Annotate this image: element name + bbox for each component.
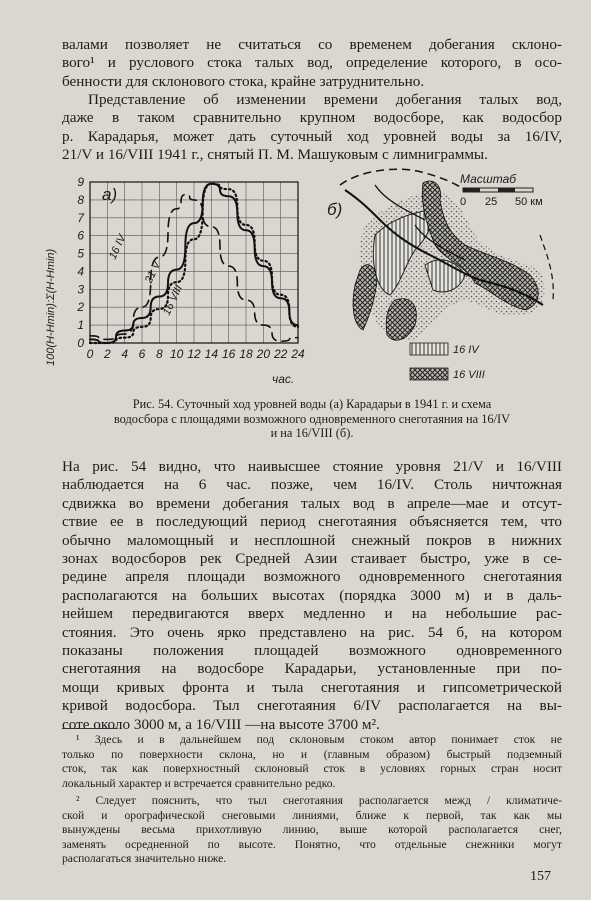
footnote-line: сток, так как поверхностный склоновый сток в условиях горных стран носит bbox=[62, 762, 562, 776]
text-line: располагаются на больших высотах (порядка 3000 м) и в даль- bbox=[62, 586, 562, 604]
caption-line: и на 16/VIII (б). bbox=[270, 426, 354, 441]
watershed-divide bbox=[340, 169, 465, 190]
text-line: бенности для склонового стока, крайне затруднительно. bbox=[62, 72, 425, 90]
x-tick-label: 20 bbox=[256, 347, 271, 361]
y-tick-label: 1 bbox=[77, 318, 84, 333]
footnote-1 bbox=[62, 733, 562, 791]
scale-title: Масштаб bbox=[460, 172, 517, 186]
y-tick-label: 4 bbox=[77, 264, 84, 279]
legend-swatch-16iv bbox=[410, 343, 448, 355]
text-line: зонах водосборов рек Средней Азии стаивает быстро, уже в се- bbox=[62, 550, 562, 568]
footnote-rule bbox=[62, 728, 118, 729]
text-line: р. Карадарья, может дать суточный ход уровней воды за 16/IV, bbox=[62, 127, 562, 145]
legend-label-16iv: 16 IV bbox=[453, 344, 479, 356]
top-paragraph bbox=[62, 36, 562, 91]
text-line: На рис. 54 видно, что наивысшее стояние уровня 21/V и 16/VIII bbox=[62, 458, 562, 475]
y-tick-label: 0 bbox=[77, 336, 84, 350]
x-tick-label: 0 bbox=[86, 347, 94, 361]
x-tick-label: 14 bbox=[204, 347, 219, 361]
footnote-line: ¹ Здесь и в дальнейшем под склоновым стоком автор понимает сток не bbox=[76, 733, 562, 746]
text-line: кривой водосбора. Тыл снеготаяния 6/IV располагается на вы- bbox=[62, 697, 562, 715]
x-tick-label: 12 bbox=[187, 347, 201, 361]
y-tick-label: 8 bbox=[77, 192, 84, 207]
text-line: даже в таком сравнительно крупном водосборе, как водосбор bbox=[62, 109, 562, 127]
x-tick-label: 22 bbox=[273, 347, 288, 361]
x-tick-label: 4 bbox=[121, 347, 129, 361]
legend-label-16viii: 16 VIII bbox=[453, 369, 485, 381]
scale-tick-0: 0 bbox=[460, 196, 467, 208]
snowmelt-area-16viii-2 bbox=[353, 265, 377, 330]
main-paragraph bbox=[62, 458, 562, 734]
footnote-line: располагаться значительно ниже. bbox=[62, 852, 227, 866]
caption-line: Рис. 54. Суточный ход уровней воды (а) Карадарьи в 1941 г. и схема bbox=[132, 397, 492, 411]
scale-tick-25: 25 bbox=[485, 196, 498, 208]
y-tick-label: 5 bbox=[77, 246, 84, 261]
y-axis-label: 100(H-Hmin):Σ(H-Hmin) bbox=[45, 248, 57, 366]
scale-bar bbox=[463, 188, 533, 192]
curve-label-21v: 21 V bbox=[142, 259, 164, 286]
footnote-line: заменять осредненной по высоте. Понятно, что отдельные снежники могут bbox=[62, 837, 562, 851]
panel-b-label: б) bbox=[327, 200, 343, 219]
y-tick-label: 9 bbox=[77, 175, 84, 189]
caption-line: водосбора с площадями возможного одновременного снеготаяния на 16/IV bbox=[113, 411, 511, 426]
x-unit-label: час. bbox=[272, 372, 295, 386]
x-tick-label: 10 bbox=[169, 347, 184, 361]
scale-tick-50: 50 км bbox=[515, 196, 543, 208]
text-line: сдвижка во времени добегания талых вод в апреле—мае и отсут- bbox=[62, 494, 562, 512]
x-tick-label: 8 bbox=[155, 347, 163, 361]
footnote-line: вынуждены весьма прихотливую линию, выше которой располагается снег, bbox=[62, 823, 562, 837]
y-tick-label: 3 bbox=[77, 282, 84, 297]
x-tick-label: 24 bbox=[291, 347, 305, 361]
text-line: показаны положения площадей возможного одновременного bbox=[62, 642, 562, 660]
x-tick-label: 16 bbox=[221, 347, 236, 361]
page-number: 157 bbox=[530, 869, 551, 884]
second-paragraph bbox=[62, 91, 562, 165]
footnote-line: ² Следует пояснить, что тыл снеготаяния располагается межд / климатиче- bbox=[76, 794, 562, 807]
footnote-line: только по поверхности склона, но и (главным образом) быстрый подземный bbox=[62, 747, 562, 761]
figure-caption bbox=[72, 397, 552, 441]
text-line: снеготаяния на водосборе Карадарьи, установленные при по- bbox=[62, 660, 562, 678]
text-line: мощи кривых фронта и тыла снеготаяния и гипсометрической bbox=[62, 678, 562, 696]
text-line: валами позволяет не считаться со временем добегания склоно- bbox=[62, 36, 562, 53]
footnote-line: локальный характер и встречается сравнительно редко. bbox=[62, 776, 336, 790]
y-tick-label: 7 bbox=[77, 210, 84, 225]
text-line: 21/V и 16/VIII 1941 г., снятый П. М. Машуковым с лимниграммы. bbox=[62, 146, 488, 164]
text-line: редине апреля площади возможного одновременного снеготаяния bbox=[62, 568, 562, 586]
text-line: вого¹ и руслового стока талых вод, определение которого, в осо- bbox=[62, 54, 562, 72]
footnote-line: ской и орографической снеговыми линиями, ближе к первой, так как мы bbox=[62, 808, 562, 822]
text-line: ствие ее в последующий период снеготаяния объясняется тем, что bbox=[62, 513, 562, 531]
figure-panel-b bbox=[315, 165, 565, 395]
text-line: обычно маломощный и несплошной снежный покров в нижних bbox=[62, 531, 562, 549]
text-line: Представление об изменении времени добегания талых вод, bbox=[88, 91, 562, 108]
x-tick-label: 18 bbox=[239, 347, 253, 361]
x-tick-label: 6 bbox=[138, 347, 146, 361]
text-line: соте около 3000 м, а 16/VIII —на высоте 3700 м². bbox=[62, 715, 380, 733]
panel-a-label: а) bbox=[102, 185, 118, 204]
curve-label-16iv: 16 IV bbox=[106, 232, 129, 262]
y-tick-label: 6 bbox=[77, 228, 84, 243]
text-line: стояния. Это очень ярко представлено на рис. 54 б, на котором bbox=[62, 623, 562, 641]
curve-label-16viii: 16 VIII bbox=[160, 283, 186, 318]
x-tick-label: 2 bbox=[103, 347, 111, 361]
text-line: наблюдается на 6 час. позже, чем 16/IV. Столь ничтожная bbox=[62, 476, 562, 494]
y-tick-label: 2 bbox=[77, 300, 84, 315]
legend-swatch-16viii bbox=[410, 368, 448, 380]
figure-panel-a bbox=[40, 170, 315, 388]
footnote-2 bbox=[62, 794, 562, 867]
text-line: нейшем передвигаются вверх медленно и на небольшие рас- bbox=[62, 605, 562, 623]
